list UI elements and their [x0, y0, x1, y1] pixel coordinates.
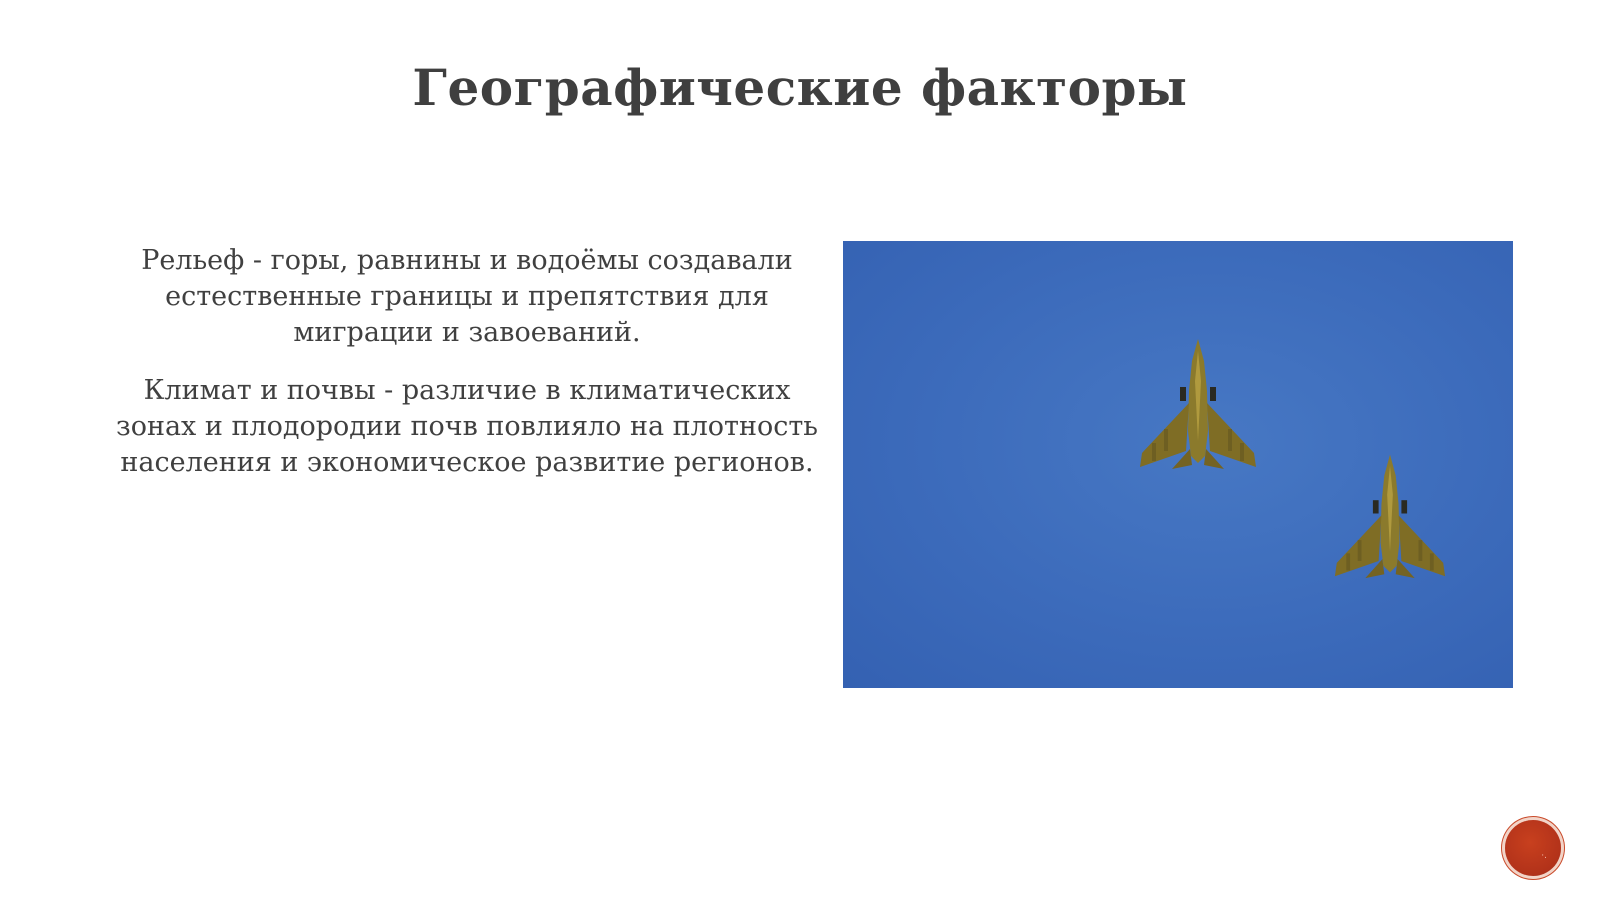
jet-2 [1335, 455, 1445, 579]
next-slide-button[interactable] [1505, 820, 1561, 876]
jet-1 [1140, 339, 1256, 469]
paragraph-climate: Климат и почвы - различие в климатических зонах и плодородии почв повлияло на плотность населения и экономическое развитие регионов. [115, 375, 818, 478]
paragraph-relief: Рельеф - горы, равнины и водоёмы создавали естественные границы и препятствия для миграции и завоеваний. [141, 245, 793, 348]
slide-title: Географические факторы [412, 58, 1188, 117]
aircraft-photo [843, 241, 1513, 688]
next-slide-icon: ·. [1541, 851, 1547, 861]
aircraft-illustration [843, 241, 1513, 688]
slide-body-text [112, 243, 822, 503]
